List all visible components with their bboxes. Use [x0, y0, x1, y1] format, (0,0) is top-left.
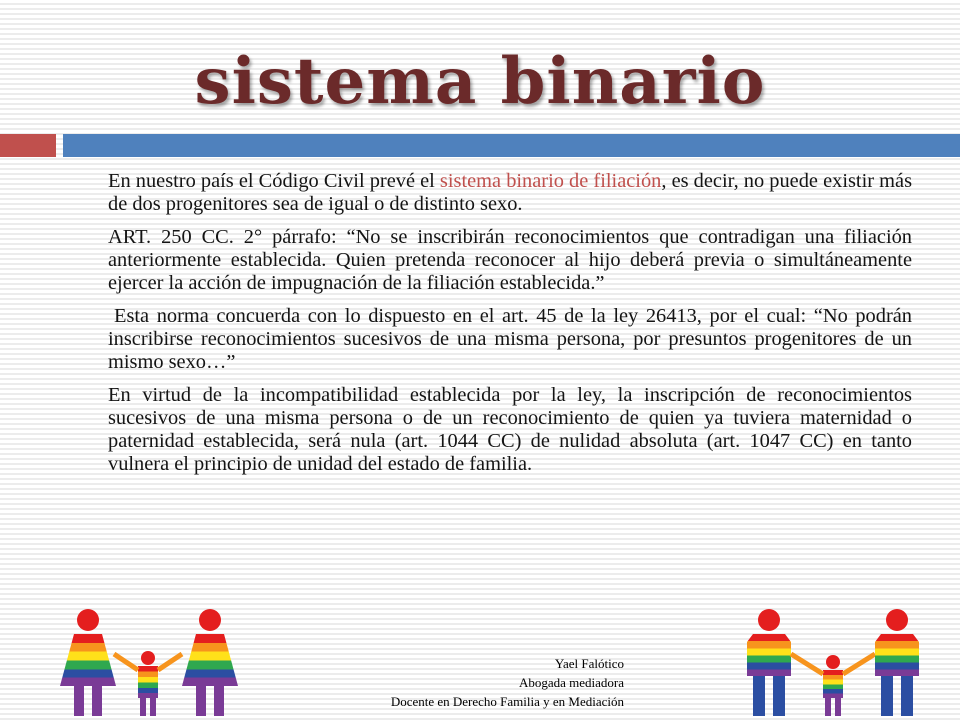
paragraph-1-text-end: , es decir, no puede existir más de dos progenitores sea de igual o de distinto sexo. [108, 170, 913, 215]
paragraph-nulidad: En virtud de la incompatibilidad establecida por la ley, la inscripción de reconocimientos sucesivos de una misma persona o de un reconocimiento de quien ya tuviera maternidad o paternidad establecida, será nula (art. 1044 CC) de nulidad absoluta (art. 1047 CC) en tanto vulnera el principio de unidad del estado de familia. [108, 384, 912, 475]
title-rule-accent-left [0, 134, 56, 157]
woman-figure-right [182, 609, 238, 716]
man-figure-left [747, 609, 791, 716]
paragraph-1-text-start: En nuestro país el Código Civil prevé el [108, 170, 440, 192]
paragraph-binary-system [108, 170, 912, 216]
woman-figure-left [60, 609, 116, 716]
two-mothers-with-child-rainbow-icon [52, 606, 252, 718]
title-rule-accent-right [63, 134, 960, 157]
slide-body [108, 170, 912, 486]
author-signature [391, 654, 624, 711]
author-role: Abogada mediadora [518, 675, 624, 690]
highlight-binary-filiation: sistema binario de filiación [439, 170, 662, 192]
man-figure-right [875, 609, 919, 716]
paragraph-ley-26413: Esta norma concuerda con lo dispuesto en el art. 45 de la ley 26413, por el cual: “No podrán inscribirse reconocimientos sucesivos de una misma persona, por presuntos progenitores de un mismo sexo…” [108, 305, 912, 373]
two-fathers-with-child-rainbow-icon [733, 606, 933, 718]
child-figure-boy [791, 654, 875, 716]
child-figure [114, 651, 182, 716]
slide-title: sistema binario [194, 44, 766, 119]
author-name: Yael Falótico [554, 656, 624, 671]
paragraph-art-250: ART. 250 CC. 2° párrafo: “No se inscribirán reconocimientos que contradigan una filiación anteriormente establecida. Quien pretenda reconocer al hijo deberá previa o simultáneamente ejercer la acción de impugnación de la filiación establecida.” [108, 226, 912, 294]
author-position: Docente en Derecho Familia y en Mediación [390, 694, 624, 709]
